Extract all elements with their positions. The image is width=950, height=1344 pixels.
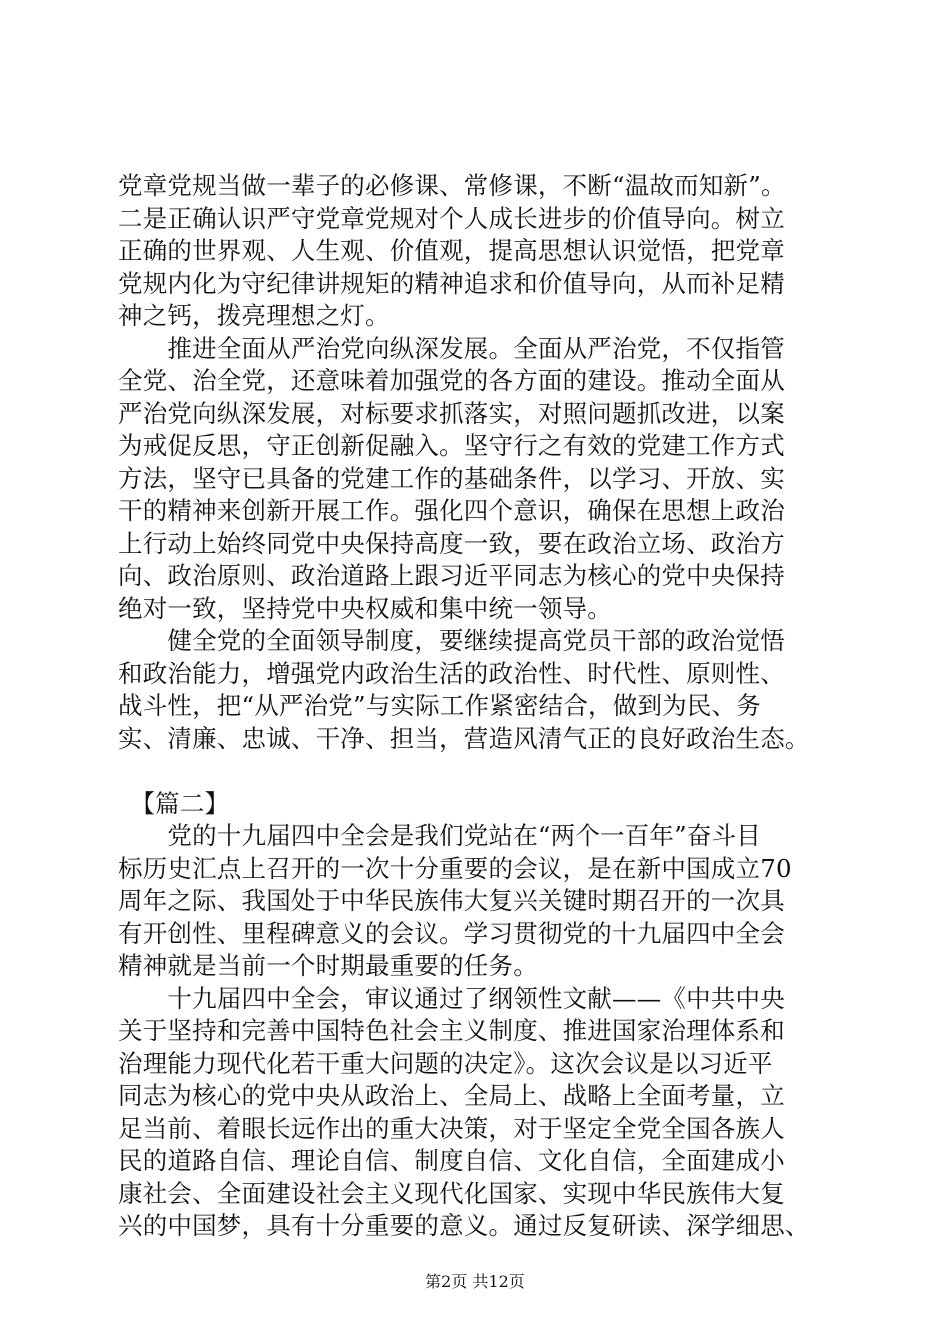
text-line: 神之钙，拨亮理想之灯。 [118, 301, 390, 330]
text-line: 标历史汇点上召开的一次十分重要的会议，是在新中国成立70 [118, 853, 792, 883]
text-line: 方法，坚守已具备的党建工作的基础条件，以学习、开放、实 [118, 463, 785, 493]
text-line: 党章党规当做一辈子的必修课、常修课，不断“温故而知新”。 [118, 171, 786, 200]
text-line: 上行动上始终同党中央保持高度一致，要在政治立场、政治方 [118, 528, 785, 558]
text-line: 绝对一致，坚持党中央权威和集中统一领导。 [118, 593, 612, 623]
text-line: 精神就是当前一个时期最重要的任务。 [118, 951, 538, 980]
text-line: 干的精神来创新开展工作。强化四个意识，确保在思想上政治 [118, 496, 785, 525]
text-line: 足当前、着眼长远作出的重大决策，对于坚定全党全国各族人 [118, 1113, 785, 1143]
text-line: 推进全面从严治党向纵深发展。全面从严治党，不仅指管 [118, 333, 785, 363]
text-line: 党的十九届四中全会是我们党站在“两个一百年”奋斗目 [118, 821, 761, 850]
text-line: 周年之际、我国处于中华民族伟大复兴关键时期召开的一次具 [118, 886, 785, 915]
text-line: 健全党的全面领导制度，要继续提高党员干部的政治觉悟 [118, 626, 785, 655]
text-line: 兴的中国梦，具有十分重要的意义。通过反复研读、深学细思、 [118, 1211, 810, 1240]
text-line: 全党、治全党，还意味着加强党的各方面的建设。推动全面从 [118, 366, 785, 395]
text-line: 【篇二】 [118, 788, 230, 818]
text-line: 党规内化为守纪律讲规矩的精神追求和价值导向，从而补足精 [118, 268, 785, 298]
text-line: 严治党向纵深发展，对标要求抓落实，对照问题抓改进，以案 [118, 398, 785, 428]
text-line: 同志为核心的党中央从政治上、全局上、战略上全面考量，立 [118, 1081, 785, 1110]
text-line: 正确的世界观、人生观、价值观，提高思想认识觉悟，把党章 [118, 236, 785, 265]
text-line: 有开创性、里程碑意义的会议。学习贯彻党的十九届四中全会 [118, 918, 785, 948]
text-line: 民的道路自信、理论自信、制度自信、文化自信，全面建成小 [118, 1146, 785, 1175]
text-line: 二是正确认识严守党章党规对个人成长进步的价值导向。树立 [118, 203, 785, 233]
text-line: 和政治能力，增强党内政治生活的政治性、时代性、原则性、 [118, 658, 785, 688]
document-body [118, 170, 858, 1243]
blank-line [118, 755, 858, 788]
text-line: 康社会、全面建设社会主义现代化国家、实现中华民族伟大复 [118, 1178, 785, 1208]
text-line: 实、清廉、忠诚、干净、担当，营造风清气正的良好政治生态。 [118, 723, 810, 753]
text-line: 向、政治原则、政治道路上跟习近平同志为核心的党中央保持 [118, 561, 785, 590]
text-line: 战斗性，把“从严治党”与实际工作紧密结合，做到为民、务 [118, 691, 761, 720]
text-line: 关于坚持和完善中国特色社会主义制度、推进国家治理体系和 [118, 1016, 785, 1045]
page-footer: 第2页 共12页 [425, 1272, 525, 1291]
text-line: 十九届四中全会，审议通过了纲领性文献——《中共中央 [118, 983, 785, 1013]
text-line: 为戒促反思，守正创新促融入。坚守行之有效的党建工作方式 [118, 431, 785, 460]
text-line: 治理能力现代化若干重大问题的决定》。这次会议是以习近平 [118, 1048, 773, 1078]
